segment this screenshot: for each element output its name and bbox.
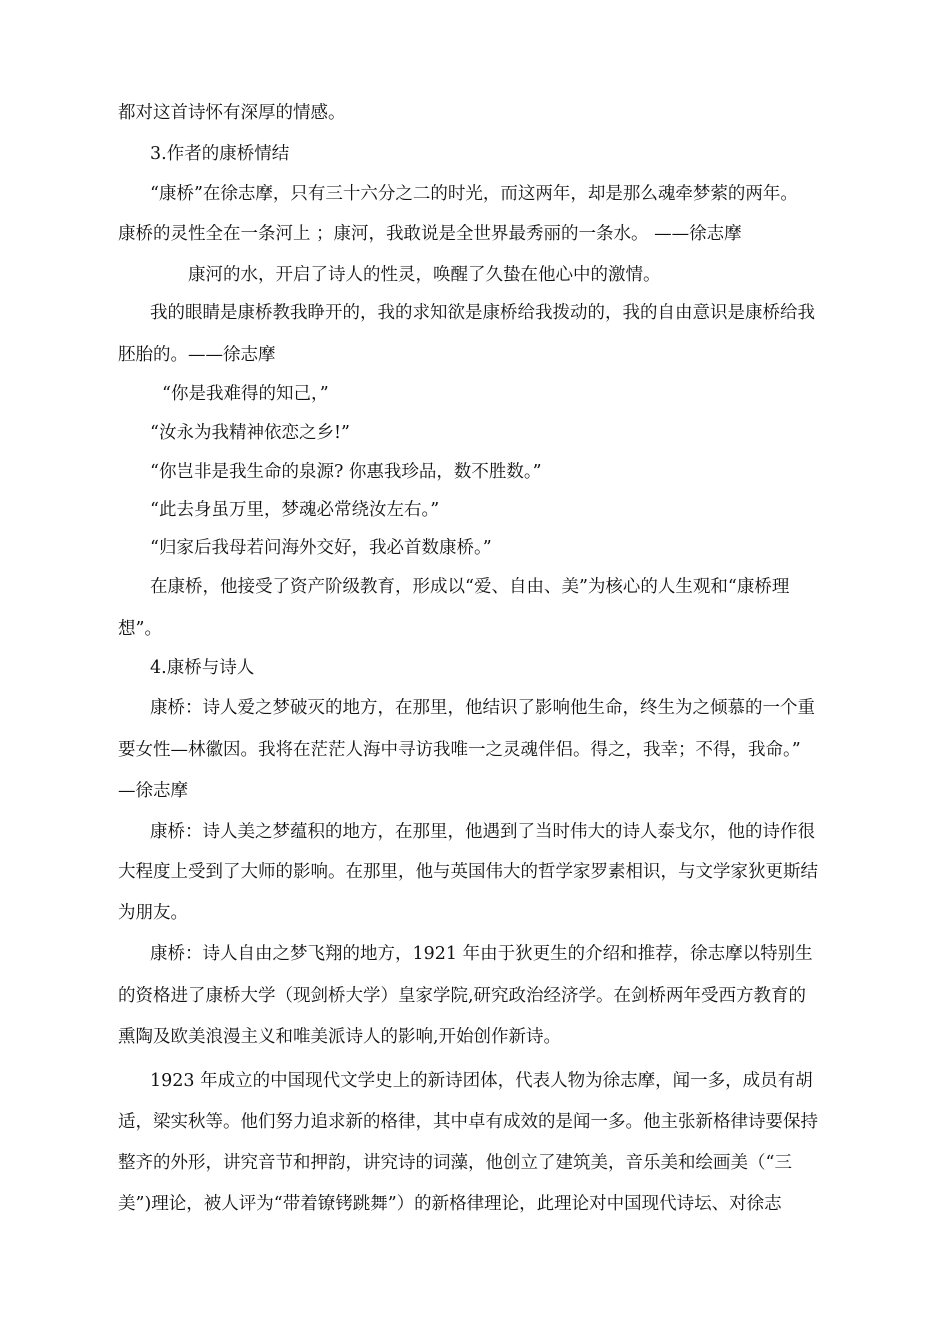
text-line: 我的眼睛是康桥教我睁开的，我的求知欲是康桥给我拨动的，我的自由意识是康桥给我 (150, 303, 815, 323)
text-line: 1923 年成立的中国现代文学史上的新诗团体，代表人物为徐志摩，闻一多，成员有胡 (150, 1071, 813, 1091)
text-line: 美”)理论，被人评为“带着镣铐跳舞”）的新格律理论，此理论对中国现代诗坛、对徐志 (118, 1194, 782, 1214)
text-line: 康桥：诗人美之梦蕴积的地方，在那里，他遇到了当时伟大的诗人泰戈尔，他的诗作很 (150, 822, 815, 842)
text-line: 熏陶及欧美浪漫主义和唯美派诗人的影响,开始创作新诗。 (118, 1027, 562, 1047)
quote-line: “你岂非是我生命的泉源? 你惠我珍品，数不胜数。” (150, 462, 542, 482)
quote-line: “你是我难得的知己，” (162, 384, 329, 404)
text-line: “康桥”在徐志摩，只有三十六分之二的时光，而这两年，却是那么魂牵梦萦的两年。 (150, 184, 798, 204)
text-line: 为朋友。 (118, 903, 188, 923)
text-line: 大程度上受到了大师的影响。在那里，他与英国伟大的哲学家罗素相识，与文学家狄更斯结 (118, 862, 818, 882)
text-line: 康河的水，开启了诗人的性灵，唤醒了久蛰在他心中的激情。 (188, 265, 661, 285)
text-line: 康桥：诗人自由之梦飞翔的地方，1921 年由于狄更生的介绍和推荐，徐志摩以特别生 (150, 944, 813, 964)
section-heading: 3.作者的康桥情结 (150, 144, 290, 164)
text-line: 胚胎的。——徐志摩 (118, 345, 276, 365)
text-line: 要女性—林徽因。我将在茫茫人海中寻访我唯一之灵魂伴侣。得之，我幸；不得，我命。” (118, 740, 801, 760)
text-line: —徐志摩 (118, 781, 188, 801)
quote-line: “归家后我母若问海外交好，我必首数康桥。” (150, 538, 492, 558)
text-line: 适，梁实秋等。他们努力追求新的格律，其中卓有成效的是闻一多。他主张新格律诗要保持 (118, 1112, 818, 1132)
text-line: 想”。 (118, 619, 162, 639)
text-line: 康桥的灵性全在一条河上 ；康河，我敢说是全世界最秀丽的一条水。 ——徐志摩 (118, 224, 742, 244)
text-line: 整齐的外形，讲究音节和押韵，讲究诗的词藻，他创立了建筑美，音乐美和绘画美（“三 (118, 1153, 792, 1173)
section-heading: 4.康桥与诗人 (150, 658, 255, 678)
text-line: 康桥：诗人爱之梦破灭的地方，在那里，他结识了影响他生命，终生为之倾慕的一个重 (150, 698, 815, 718)
text-line: 在康桥，他接受了资产阶级教育，形成以“爱、自由、美”为核心的人生观和“康桥理 (150, 577, 790, 597)
text-line: 的资格进了康桥大学（现剑桥大学）皇家学院,研究政治经济学。在剑桥两年受西方教育的 (118, 986, 807, 1006)
quote-line: “汝永为我精神依恋之乡!” (150, 423, 350, 443)
text-line: 都对这首诗怀有深厚的情感。 (118, 103, 346, 123)
quote-line: “此去身虽万里，梦魂必常绕汝左右。” (150, 500, 440, 520)
